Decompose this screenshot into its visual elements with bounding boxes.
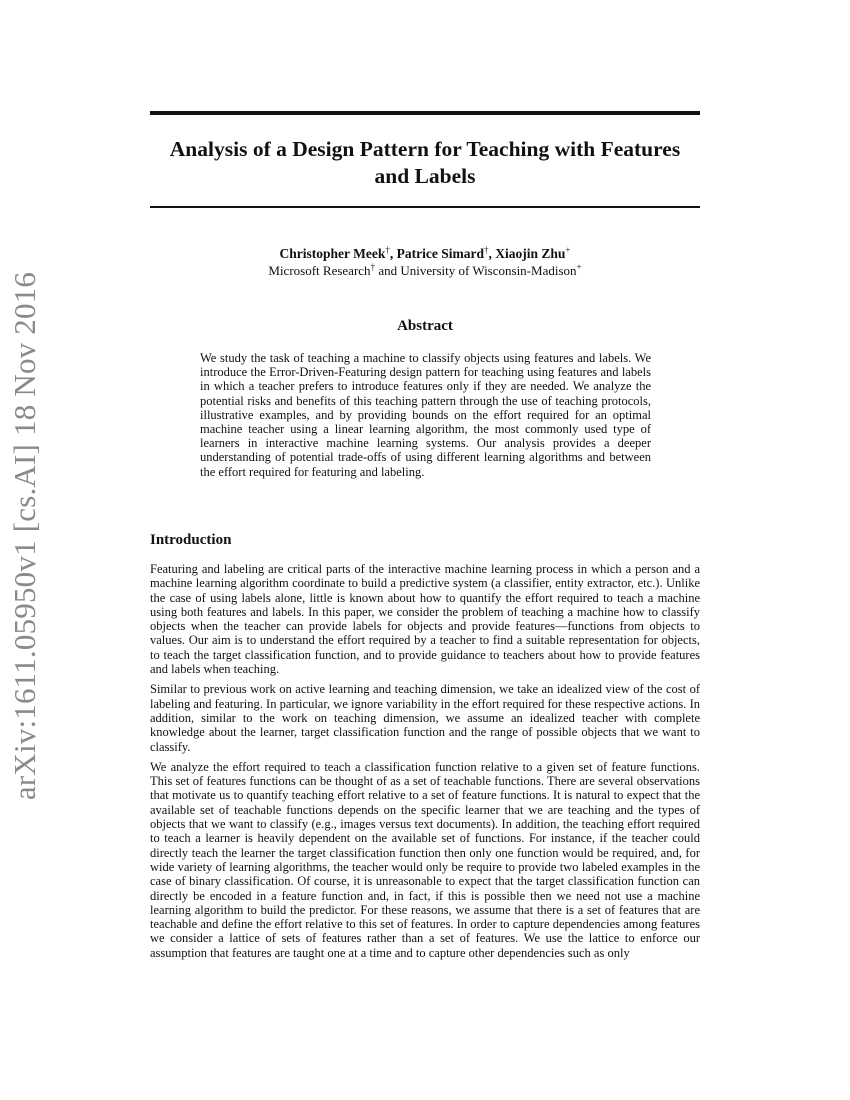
author-affiliation-mark: †	[385, 245, 390, 255]
author-affiliation-mark: +	[565, 245, 571, 255]
title-bottom-rule	[150, 206, 700, 208]
abstract-text: We study the task of teaching a machine to classify objects using features and labels. We introduce the Error-Driven-Featuring design pattern for teaching using features and labels in which a teacher prefers to introduce features only if they are needed. We analyze the potential risks and benefits of this teaching pattern through the use of teaching protocols, illustrative examples, and by providing bounds on the effort required for an optimal machine teacher using a linear learning algorithm, the most commonly used type of learners in interactive machine learning systems. Our analysis provides a deeper understanding of potential trade-offs of using different learning algorithms and between the effort required for featuring and labeling.	[200, 351, 651, 479]
introduction-heading: Introduction	[150, 532, 232, 548]
introduction-paragraph: Similar to previous work on active learning and teaching dimension, we take an idealized view of the cost of labeling and featuring. In particular, we ignore variability in the effort required for these respective actions. In addition, similar to the work on teaching dimension, we assume an idealized teacher with complete knowledge about the learner, target classification function and the range of possible objects that we want to classify.	[150, 682, 700, 754]
affiliation-mark: +	[576, 262, 582, 272]
author-affiliation-mark: †	[484, 245, 489, 255]
affiliation-joiner: and	[375, 263, 401, 278]
author-list: Christopher Meek†, Patrice Simard†, Xiaojin Zhu+	[279, 245, 571, 261]
title-top-rule	[150, 111, 700, 115]
arxiv-identifier-text: arXiv:1611.05950v1 [cs.AI] 18 Nov 2016	[7, 271, 42, 801]
introduction-paragraph: Featuring and labeling are critical parts of the interactive machine learning process in which a person and a machine learning algorithm coordinate to build a predictive system (a classifier, entity extractor, etc.). Unlike the case of using labels alone, little is known about how to quantify the effort required to teach a machine using both features and labels. In this paper, we consider the problem of teaching a machine how to classify objects when the teacher can provide labels for objects and provide features—functions from objects to values. Our aim is to understand the effort required by a teacher to find a suitable representation for objects, to teach the target classification function, and to provide guidance to teachers about how to provide features and labels when teaching.	[150, 562, 700, 677]
affiliation-name: University of Wisconsin-Madison	[400, 263, 577, 278]
abstract-heading: Abstract	[397, 318, 453, 334]
arxiv-identifier-stamp	[2, 271, 48, 801]
affiliation-mark: †	[370, 262, 376, 272]
introduction-paragraph: We analyze the effort required to teach a classification function relative to a given set of feature functions. This set of features functions can be thought of as a set of teachable functions. There are several observations that motivate us to quantify teaching effort relative to a set of feature functions. It is natural to expect that the available set of teachable functions depends on the specific learner that we are teaching and the types of objects that we want to classify (e.g., images versus text documents). In addition, the teaching effort required to teach a learner is heavily dependent on the available set of functions. For instance, if the teacher could directly teach the learner the target classification function then only one function would be required, and, for wide variety of learning algorithms, the teacher would only be require to provide two labeled examples in the case of binary classification. Of course, it is unreasonable to expect that the target classification function can directly be encoded in a feature function and, in fact, if this is possible then we need not use a machine learning algorithm to build the predictor. For these reasons, we assume that there is a set of features that are teachable and define the effort relative to this set of features. In order to capture dependencies among features we consider a lattice of sets of features rather than a set of features. We use the lattice to enforce our assumption that features are taught one at a time and to capture other dependencies such as only	[150, 759, 700, 960]
author-name: Christopher Meek	[279, 246, 386, 261]
author-name: Xiaojin Zhu	[495, 246, 566, 261]
paper-title: Analysis of a Design Pattern for Teaching with Features and Labels	[169, 137, 681, 188]
affiliation-name: Microsoft Research	[268, 263, 371, 278]
affiliation-list	[150, 262, 700, 280]
introduction-body	[150, 562, 700, 966]
author-name: Patrice Simard	[396, 246, 484, 261]
